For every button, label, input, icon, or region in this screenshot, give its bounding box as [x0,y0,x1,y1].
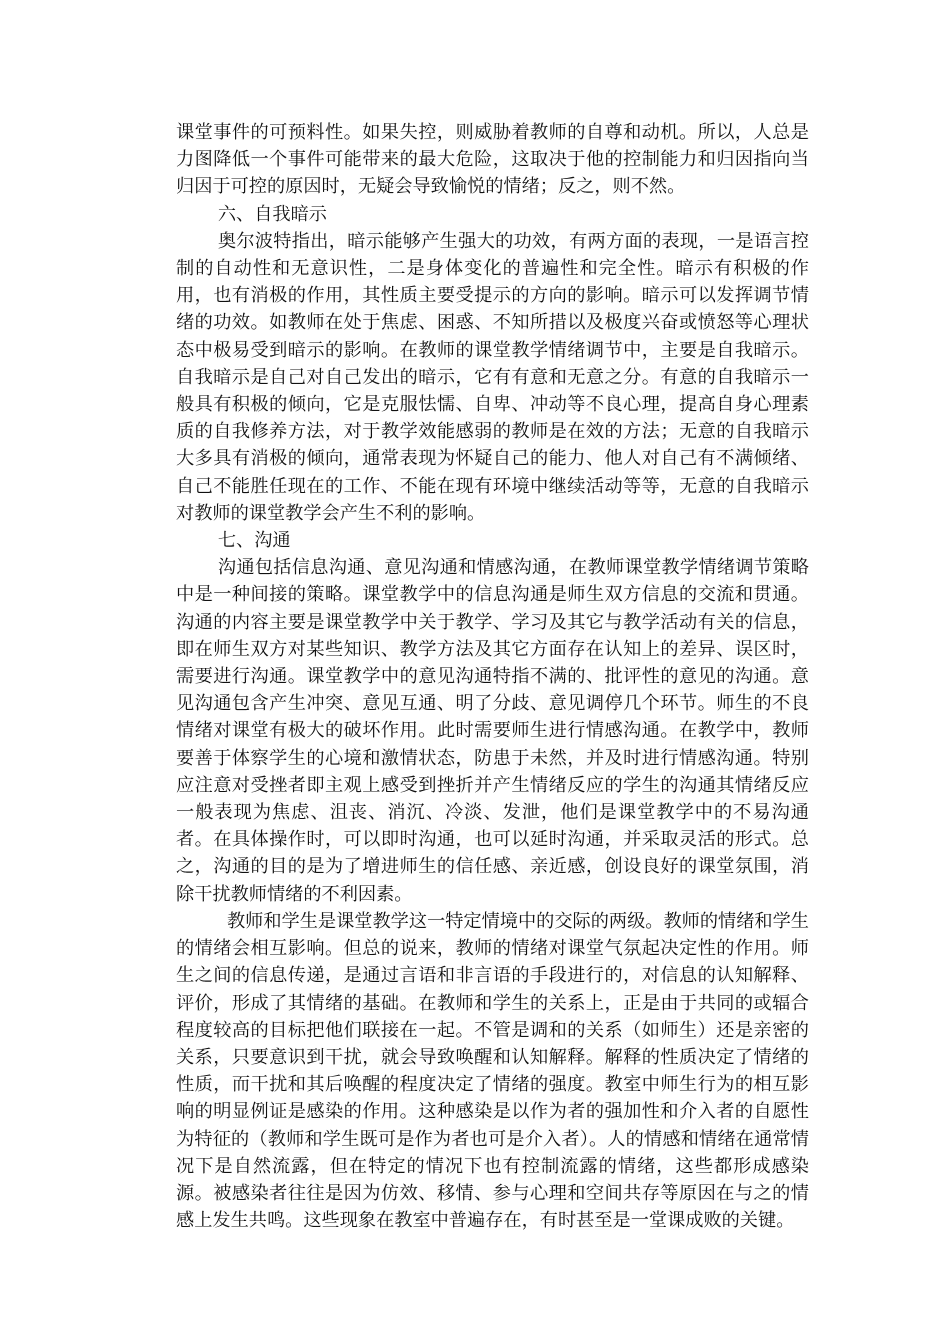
paragraph-teacher-student: 教师和学生是课堂教学这一特定情境中的交际的两级。教师的情绪和学生的情绪会相互影响。但总的说来，教师的情绪对课堂气氛起决定性的作用。师生之间的信息传递，是通过言语和非言语的手段进行的，对信息的认知解释、评价，形成了其情绪的基础。在教师和学生的关系上，正是由于共同的或辐合程度较高的目标把他们联接在一起。不管是调和的关系（如师生）还是亲密的关系，只要意识到干扰，就会导致唤醒和认知解释。解释的性质决定了情绪的性质，而干扰和其后唤醒的程度决定了情绪的强度。教室中师生行为的相互影响的明显例证是感染的作用。这种感染是以作为者的强加性和介入者的自愿性为特征的（教师和学生既可是作为者也可是介入者）。人的情感和情绪在通常情况下是自然流露，但在特定的情况下也有控制流露的情绪，这些都形成感染源。被感染者往往是因为仿效、移情、参与心理和空间共存等原因在与之的情感上发生共鸣。这些现象在教室中普遍存在，有时甚至是一堂课成败的关键。 [176,910,809,1232]
paragraph-communication: 沟通包括信息沟通、意见沟通和情感沟通，在教师课堂教学情绪调节策略中是一种间接的策略。课堂教学中的信息沟通是师生双方信息的交流和贯通。沟通的内容主要是课堂教学中关于教学、学习及其它与教学活动有关的信息，即在师生双方对某些知识、教学方法及其它方面存在认知上的差异、误区时，需要进行沟通。课堂教学中的意见沟通特指不满的、批评性的意见的沟通。意见沟通包含产生冲突、意见互通、明了分歧、意见调停几个环节。师生的不良情绪对课堂有极大的破坏作用。此时需要师生进行情感沟通。在教学中，教师要善于体察学生的心境和激情状态，防患于未然，并及时进行情感沟通。特别应注意对受挫者即主观上感受到挫折并产生情绪反应的学生的沟通其情绪反应一般表现为焦虑、沮丧、消沉、冷淡、发泄，他们是课堂教学中的不易沟通者。在具体操作时，可以即时沟通，也可以延时沟通，并采取灵活的形式。总之，沟通的目的是为了增进师生的信任感、亲近感，创设良好的课堂氛围，消除干扰教师情绪的不利因素。 [176,557,809,905]
section-heading-self-suggestion: 六、自我暗示 [217,203,327,225]
section-heading-communication: 七、沟通 [217,530,291,552]
document-body [176,119,809,1234]
paragraph-self-suggestion: 奥尔波特指出，暗示能够产生强大的功效，有两方面的表现，一是语言控制的自动性和无意识性，二是身体变化的普遍性和完全性。暗示有积极的作用，也有消极的作用，其性质主要受提示的方向的影响。暗示可以发挥调节情绪的功效。如教师在处于焦虑、困惑、不知所措以及极度兴奋或愤怒等心理状态中极易受到暗示的影响。在教师的课堂教学情绪调节中，主要是自我暗示。自我暗示是自己对自己发出的暗示，它有有意和无意之分。有意的自我暗示一般具有积极的倾向，它是克服怯懦、自卑、冲动等不良心理，提高自身心理素质的自我修养方法，对于教学效能感弱的教师是在效的方法；无意的自我暗示大多具有消极的倾向，通常表现为怀疑自己的能力、他人对自己有不满倾绪、自己不能胜任现在的工作、不能在现有环境中继续活动等等，无意的自我暗示对教师的课堂教学会产生不利的影响。 [176,230,809,524]
paragraph-continued: 课堂事件的可预料性。如果失控，则威胁着教师的自尊和动机。所以，人总是力图降低一个事件可能带来的最大危险，这取决于他的控制能力和归因指向当归因于可控的原因时，无疑会导致愉悦的情绪；反之，则不然。 [176,122,809,198]
